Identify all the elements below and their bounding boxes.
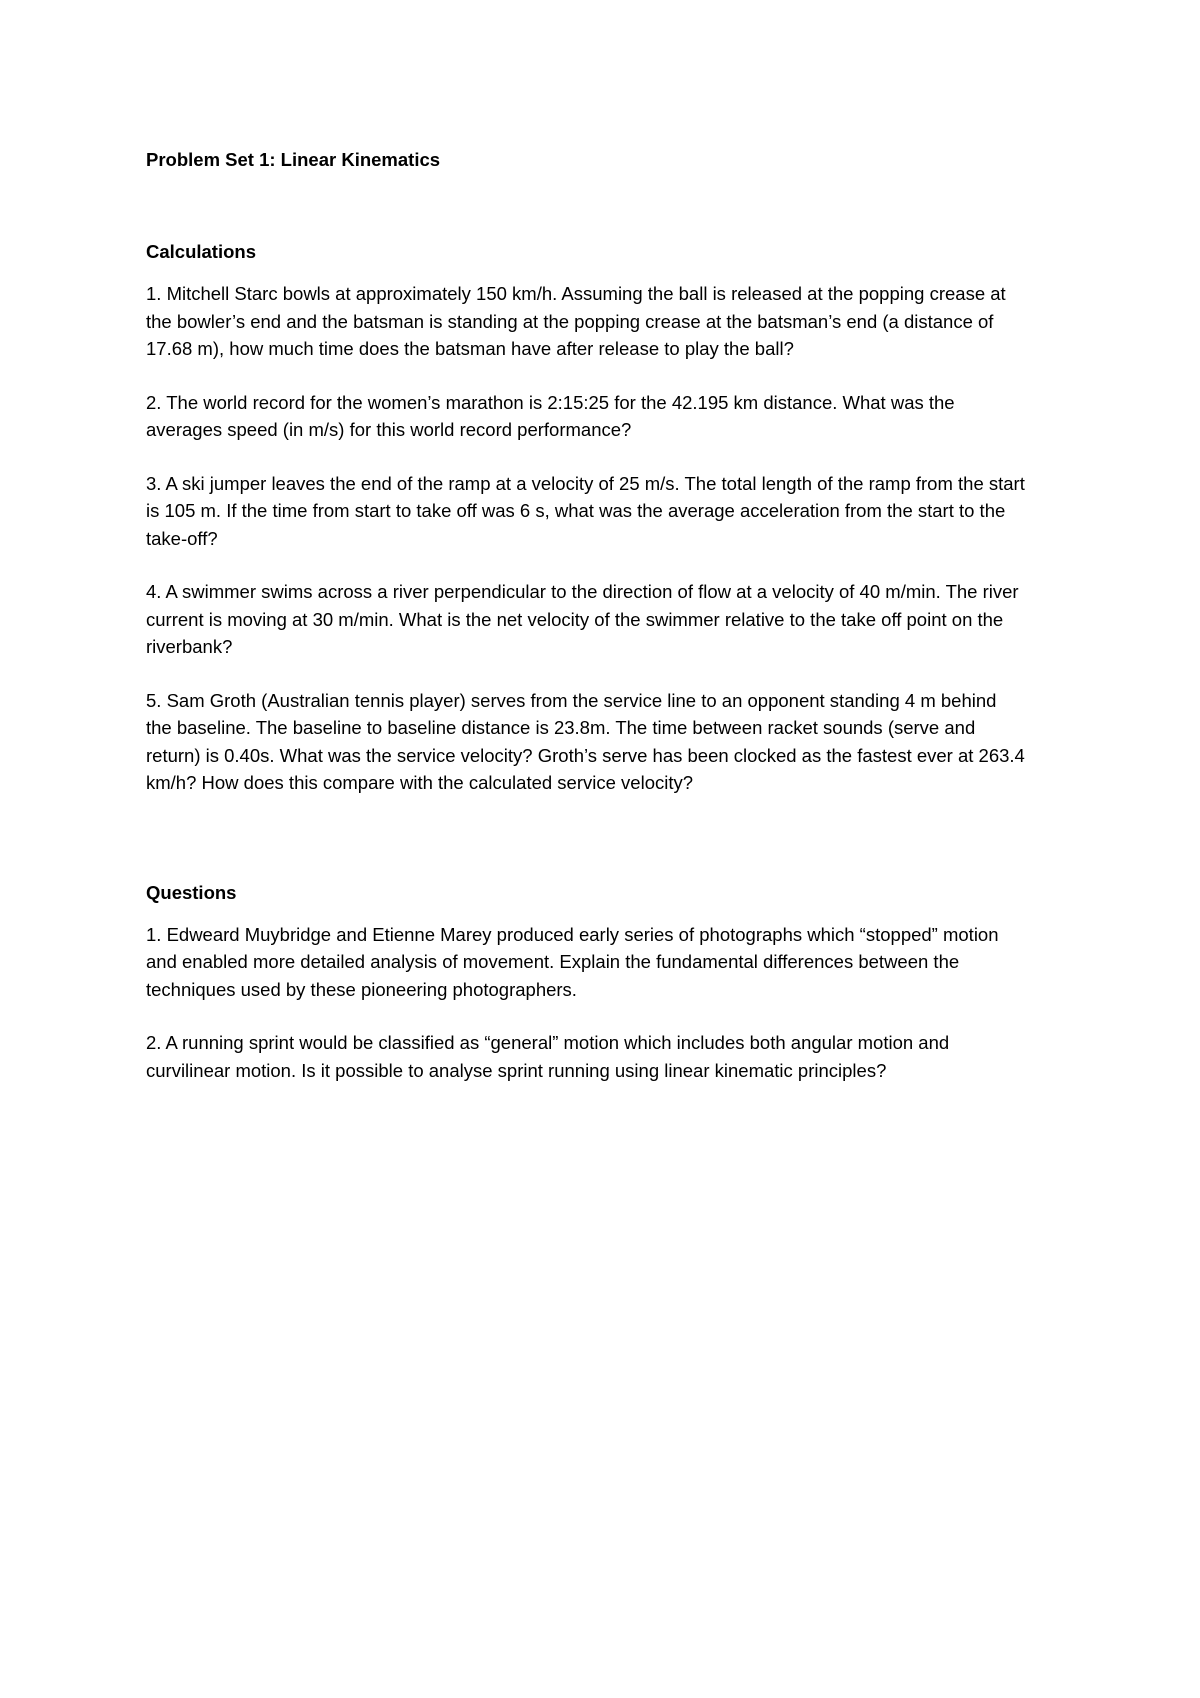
calculation-item-1: 1. Mitchell Starc bowls at approximately 150 km/h. Assuming the ball is released at the popping crease at the bowler’s end and the batsman is standing at the popping crease at the batsman’s end (a distance of 17.68 m), how much time does the batsman have after release to play the ball?	[146, 283, 1006, 359]
calculations-heading: Calculations	[146, 241, 256, 262]
question-item-1: 1. Edweard Muybridge and Etienne Marey produced early series of photographs which “stopped” motion and enabled more detailed analysis of movement. Explain the fundamental differences between the techniques used by these pioneering photographers.	[146, 923, 999, 1000]
calculation-item-2: 2. The world record for the women’s marathon is 2:15:25 for the 42.195 km distance. What was the averages speed (in m/s) for this world record performance?	[146, 391, 955, 440]
calculation-item-5: 5. Sam Groth (Australian tennis player) serves from the service line to an opponent standing 4 m behind the baseline. The baseline to baseline distance is 23.8m. The time between racket sounds (serve and return) is 0.40s. What was the service velocity? Groth’s serve has been clocked as the fastest ever at 263.4 km/h? How does this compare with the calculated service velocity?	[146, 689, 1025, 793]
document-body	[146, 146, 1026, 1084]
questions-heading: Questions	[146, 881, 237, 903]
calculations-list	[146, 280, 1026, 797]
calculation-item-4: 4. A swimmer swims across a river perpendicular to the direction of flow at a velocity of 40 m/min. The river current is moving at 30 m/min. What is the net velocity of the swimmer relative to the take off point on the riverbank?	[146, 581, 1019, 657]
page-title: Problem Set 1: Linear Kinematics	[146, 149, 441, 170]
calculation-item-3: 3. A ski jumper leaves the end of the ramp at a velocity of 25 m/s. The total length of the ramp from the start is 105 m. If the time from start to take off was 6 s, what was the average acceleration from the start to the take-off?	[146, 472, 1025, 549]
questions-list	[146, 921, 1026, 1085]
question-item-2: 2. A running sprint would be classified as “general” motion which includes both angular motion and curvilinear motion. Is it possible to analyse sprint running using linear kinematic principles?	[146, 1032, 950, 1081]
